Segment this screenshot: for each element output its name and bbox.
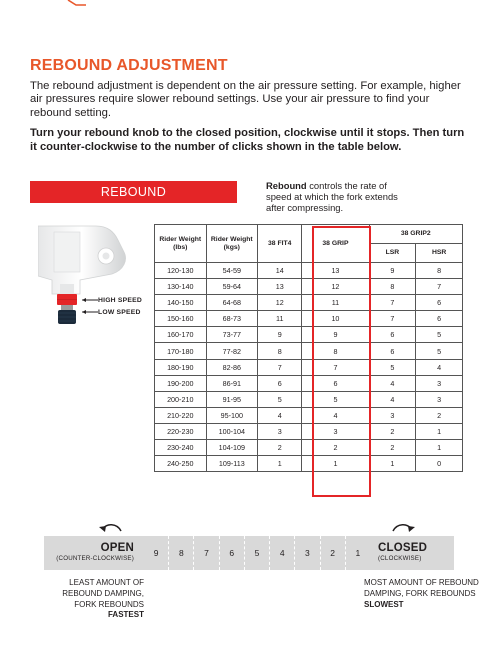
counter-clockwise-arrow-icon [98,521,124,533]
open-label: OPEN [100,542,134,554]
grip-clicks-cell: 6 [302,375,369,391]
grip2-hsr-cell: 7 [416,279,463,295]
rebound-banner-label: REBOUND [100,185,167,199]
click-position: 8 [168,536,193,570]
grip2-hsr-cell: 6 [416,311,463,327]
rider-weight-lbs-cell: 230-240 [155,440,207,456]
grip2-hsr-cell: 2 [416,407,463,423]
rider-weight-kgs-cell: 91-95 [206,391,258,407]
fit4-clicks-cell: 14 [258,263,302,279]
rider-weight-kgs-cell: 73-77 [206,327,258,343]
grip-clicks-cell: 9 [302,327,369,343]
rebound-description-bold: Rebound [266,180,307,191]
grip-clicks-cell: 8 [302,343,369,359]
click-position: 9 [153,548,159,558]
grip-clicks-cell: 2 [302,440,369,456]
rider-weight-lbs-cell: 140-150 [155,295,207,311]
rider-weight-lbs-cell: 130-140 [155,279,207,295]
rider-weight-kgs-cell: 86-91 [206,375,258,391]
grip-clicks-cell: 12 [302,279,369,295]
rider-weight-kgs-cell: 100-104 [206,423,258,439]
rider-weight-lbs-cell: 240-250 [155,456,207,472]
header-hsr: HSR [416,244,463,263]
fit4-clicks-cell: 1 [258,456,302,472]
closed-direction: (CLOCKWISE) [378,555,422,562]
grip2-lsr-cell: 7 [369,311,416,327]
fit4-clicks-cell: 9 [258,327,302,343]
rider-weight-kgs-cell: 109-113 [206,456,258,472]
rider-weight-kgs-cell: 54-59 [206,263,258,279]
grip-clicks-cell: 10 [302,311,369,327]
table-row [155,311,463,327]
rebound-settings-table [154,224,463,472]
rider-weight-lbs-cell: 200-210 [155,391,207,407]
most-damping-text: MOST AMOUNT OF REBOUND DAMPING, FORK REBOUNDS [364,578,479,598]
grip2-lsr-cell: 4 [369,391,416,407]
click-position: 1 [345,536,370,570]
grip2-lsr-cell: 6 [369,343,416,359]
fit4-clicks-cell: 8 [258,343,302,359]
table-row [155,423,463,439]
grip2-hsr-cell: 3 [416,375,463,391]
table-row [155,295,463,311]
grip-clicks-cell: 5 [302,391,369,407]
fit4-clicks-cell: 11 [258,311,302,327]
table-row [155,456,463,472]
grip2-lsr-cell: 3 [369,407,416,423]
table-row [155,343,463,359]
intro-paragraph: The rebound adjustment is dependent on the air pressure setting. For example, higher air pressures require slower rebound settings. Use your air pressure to find your rebound setting. [30,80,461,119]
header-grip: 38 GRIP [302,225,369,263]
fit4-clicks-cell: 12 [258,295,302,311]
table-row [155,375,463,391]
grip2-lsr-cell: 1 [369,456,416,472]
click-position: 2 [320,536,345,570]
grip2-hsr-cell: 1 [416,423,463,439]
rider-weight-lbs-cell: 160-170 [155,327,207,343]
grip-clicks-cell: 3 [302,423,369,439]
least-damping-text: LEAST AMOUNT OF REBOUND DAMPING, FORK REBOUNDS [62,578,144,609]
click-position: 4 [269,536,294,570]
header-rider-weight-kgs: Rider Weight (kgs) [206,225,258,263]
header-lsr: LSR [369,244,416,263]
grip2-lsr-cell: 6 [369,327,416,343]
grip2-hsr-cell: 8 [416,263,463,279]
grip2-lsr-cell: 2 [369,423,416,439]
click-position: 5 [244,536,269,570]
grip-clicks-cell: 11 [302,295,369,311]
least-damping-emphasis: FASTEST [107,610,144,620]
fit4-clicks-cell: 7 [258,359,302,375]
grip2-hsr-cell: 6 [416,295,463,311]
least-damping-note [48,578,144,621]
closed-label: CLOSED [378,542,428,554]
table-row [155,391,463,407]
fit4-clicks-cell: 13 [258,279,302,295]
header-grip2: 38 GRIP2 [369,225,463,244]
most-damping-note [364,578,484,610]
clockwise-arrow-icon [390,521,416,533]
click-dial-scale [44,536,454,570]
fit4-clicks-cell: 3 [258,423,302,439]
click-position: 3 [294,536,319,570]
click-positions [144,536,370,570]
instruction-paragraph: Turn your rebound knob to the closed position, clockwise until it stops. Then turn it counter-clockwise to the number of clicks shown in the table below. [30,127,465,153]
grip2-hsr-cell: 0 [416,456,463,472]
rider-weight-lbs-cell: 220-230 [155,423,207,439]
table-row [155,407,463,423]
open-direction: (COUNTER-CLOCKWISE) [56,555,134,562]
rider-weight-kgs-cell: 104-109 [206,440,258,456]
fit4-clicks-cell: 4 [258,407,302,423]
rider-weight-kgs-cell: 95-100 [206,407,258,423]
table-row [155,359,463,375]
table-row [155,279,463,295]
rebound-banner [30,181,237,203]
table-row [155,440,463,456]
low-speed-label: LOW SPEED [98,309,141,316]
fit4-clicks-cell: 6 [258,375,302,391]
rider-weight-kgs-cell: 77-82 [206,343,258,359]
grip2-lsr-cell: 9 [369,263,416,279]
grip2-lsr-cell: 2 [369,440,416,456]
header-corner-mark [66,0,88,6]
grip-clicks-cell: 7 [302,359,369,375]
rider-weight-kgs-cell: 59-64 [206,279,258,295]
click-position: 6 [219,536,244,570]
grip-clicks-cell: 1 [302,456,369,472]
most-damping-emphasis: SLOWEST [364,599,404,609]
table-row [155,327,463,343]
header-fit4: 38 FIT4 [258,225,302,263]
rider-weight-lbs-cell: 210-220 [155,407,207,423]
click-position: 7 [193,536,218,570]
section-title: REBOUND ADJUSTMENT [30,57,228,74]
fork-crown-illustration [38,218,156,356]
fit4-clicks-cell: 2 [258,440,302,456]
rider-weight-lbs-cell: 150-160 [155,311,207,327]
grip-clicks-cell: 4 [302,407,369,423]
rider-weight-kgs-cell: 68-73 [206,311,258,327]
grip2-hsr-cell: 4 [416,359,463,375]
rider-weight-kgs-cell: 82-86 [206,359,258,375]
grip2-hsr-cell: 5 [416,343,463,359]
grip2-lsr-cell: 7 [369,295,416,311]
grip2-lsr-cell: 5 [369,359,416,375]
grip-clicks-cell: 13 [302,263,369,279]
closed-end [374,536,454,570]
grip2-hsr-cell: 3 [416,391,463,407]
rider-weight-kgs-cell: 64-68 [206,295,258,311]
rebound-description-text: controls the rate of speed at which the fork extends after compressing. [266,180,398,214]
table-row [155,263,463,279]
grip2-lsr-cell: 8 [369,279,416,295]
fit4-clicks-cell: 5 [258,391,302,407]
grip2-hsr-cell: 5 [416,327,463,343]
rider-weight-lbs-cell: 170-180 [155,343,207,359]
rider-weight-lbs-cell: 180-190 [155,359,207,375]
rider-weight-lbs-cell: 190-200 [155,375,207,391]
grip2-lsr-cell: 4 [369,375,416,391]
grip2-hsr-cell: 1 [416,440,463,456]
header-rider-weight-lbs: Rider Weight (lbs) [155,225,207,263]
rider-weight-lbs-cell: 120-130 [155,263,207,279]
rebound-description [266,180,406,214]
high-speed-label: HIGH SPEED [98,297,142,304]
open-end [44,536,140,570]
